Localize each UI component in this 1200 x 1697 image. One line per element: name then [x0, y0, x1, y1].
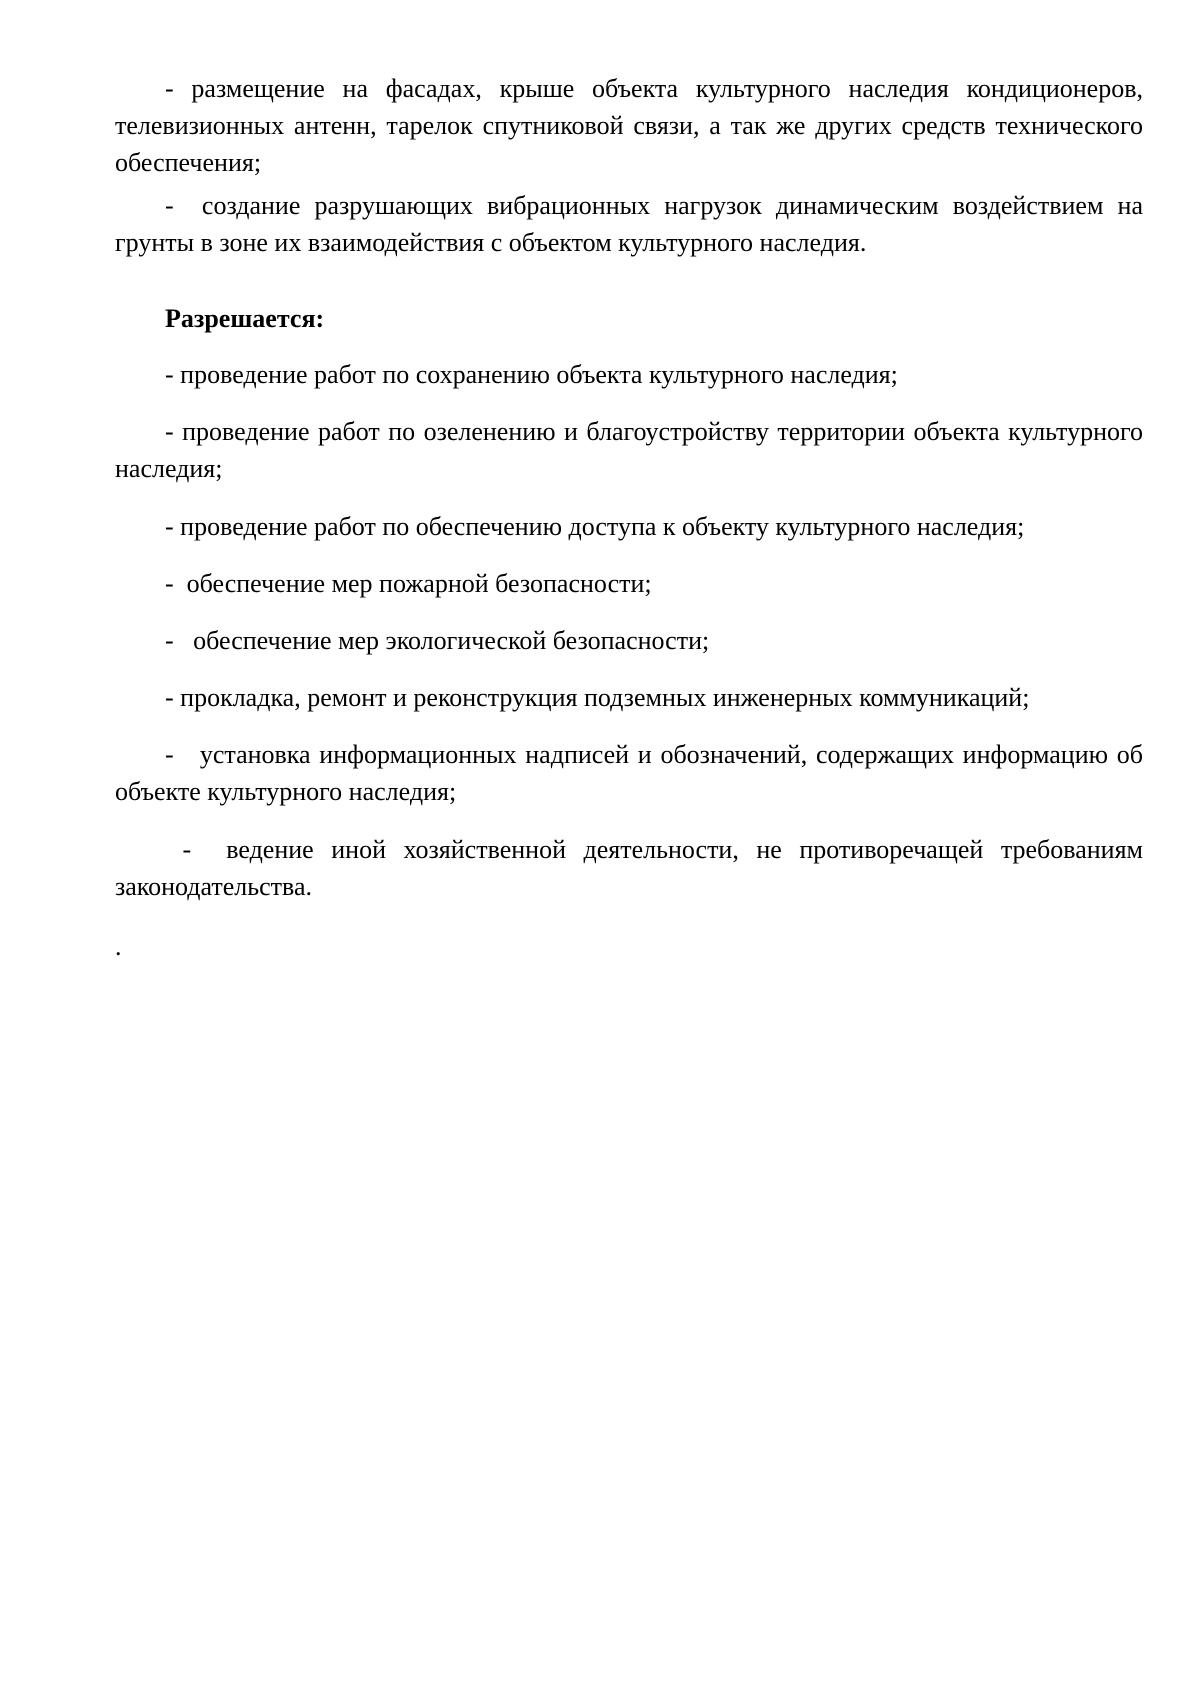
allowed-item-preservation: [115, 356, 1143, 393]
allowed-heading-block: [115, 300, 1143, 337]
paragraph: - создание разрушающих вибрационных нагрузок динамическим воздействием на грунты в зоне их взаимодействия с объектом культурного наследия.: [115, 191, 1150, 257]
allowed-item-landscaping: [115, 413, 1150, 487]
allowed-item-ecology: [115, 622, 1143, 659]
paragraph: - прокладка, ремонт и реконструкция подземных инженерных коммуникаций;: [165, 683, 1030, 712]
trailing-period: .: [115, 932, 122, 961]
intro-item-placement: [115, 70, 1150, 181]
paragraph: - ведение иной хозяйственной деятельности, не противоречащей требованиям законодательства.: [115, 835, 1150, 901]
paragraph: - размещение на фасадах, крыше объекта культурного наследия кондиционеров, телевизионных антенн, тарелок спутниковой связи, а так же других средств технического обеспечения;: [115, 74, 1150, 177]
allowed-item-access: [115, 508, 1143, 545]
allowed-item-fire-safety: [115, 565, 1143, 602]
section-heading: Разрешается:: [165, 304, 325, 333]
paragraph: - обеспечение мер экологической безопасности;: [165, 626, 710, 655]
paragraph: - проведение работ по озеленению и благоустройству территории объекта культурного наследия;: [115, 417, 1150, 483]
paragraph: - проведение работ по сохранению объекта культурного наследия;: [165, 360, 898, 389]
paragraph: - проведение работ по обеспечению доступа к объекту культурного наследия;: [165, 512, 1025, 541]
trailing-mark-block: [115, 928, 1143, 965]
paragraph: - обеспечение мер пожарной безопасности;: [165, 569, 652, 598]
allowed-item-other-activity: [115, 831, 1150, 905]
allowed-item-utilities: [115, 679, 1143, 716]
intro-item-vibration: [115, 187, 1150, 261]
allowed-item-signage: [115, 736, 1150, 810]
paragraph: - установка информационных надписей и обозначений, содержащих информацию об объекте культурного наследия;: [115, 740, 1150, 806]
